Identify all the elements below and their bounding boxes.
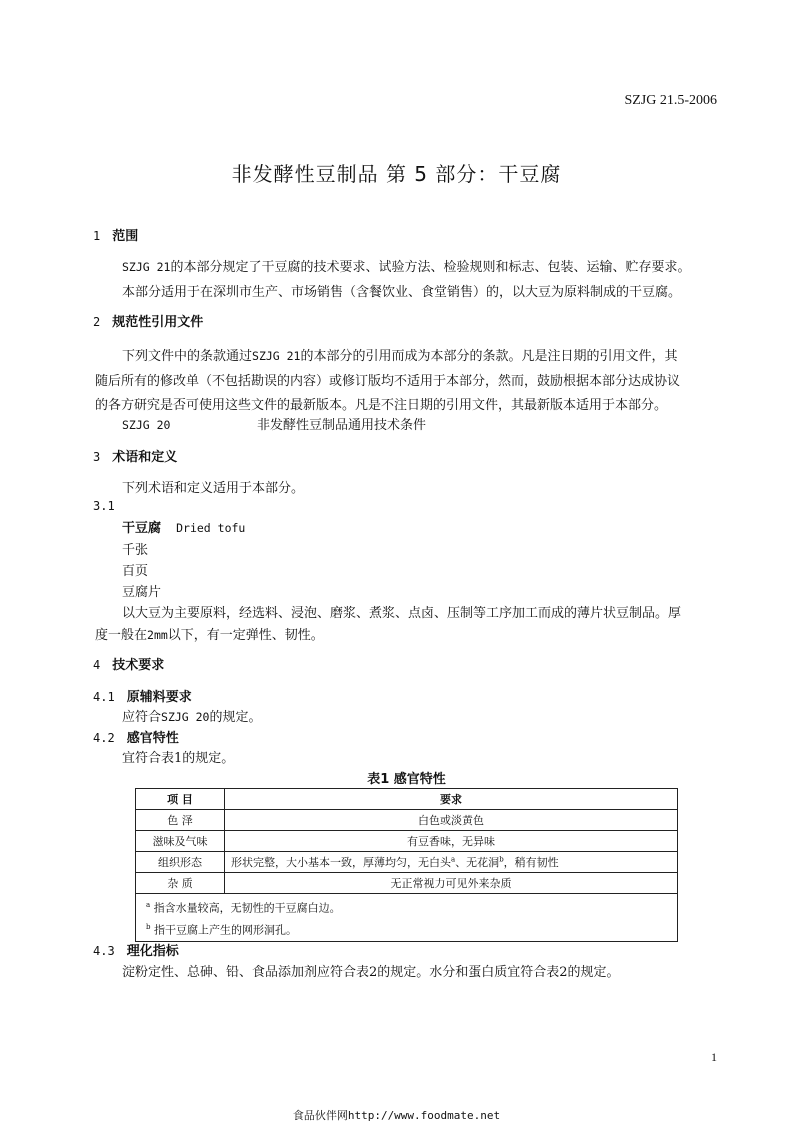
- footer-url[interactable]: http://www.foodmate.net: [347, 1109, 501, 1122]
- section-title: 范围: [112, 229, 139, 244]
- term-english: Dried tofu: [176, 521, 246, 535]
- table-row: [136, 852, 678, 873]
- sensory-table: [135, 788, 678, 942]
- table-cell-requirement: [225, 852, 678, 873]
- refs-line-3: 的各方研究是否可使用这些文件的最新版本。凡是不注日期的引用文件，其最新版本适用于本部分。: [95, 398, 668, 413]
- raw-material-requirement: [122, 706, 262, 725]
- table-note: [146, 918, 667, 940]
- text: 下列文件中的条款通过: [122, 349, 253, 364]
- footnote-mark: b: [146, 922, 151, 931]
- text: 应符合: [122, 710, 162, 725]
- note-text: 指干豆腐上产生的网形洞孔。: [153, 923, 297, 937]
- standard-ref: SZJG 21: [252, 349, 301, 363]
- document-title: 非发酵性豆制品 第 5 部分：干豆腐: [231, 162, 562, 186]
- table-cell-requirement: 有豆香味，无异味: [225, 831, 678, 852]
- text: 的本部分规定了干豆腐的技术要求、试验方法、检验规则和标志、包装、运输、贮存要求。: [170, 260, 691, 275]
- note-text: 指含水量较高，无韧性的干豆腐白边。: [153, 901, 341, 915]
- refs-line-1: [122, 345, 678, 364]
- table-cell-item: 滋味及气味: [136, 831, 225, 852]
- page-number: 1: [711, 1050, 717, 1064]
- text: 的规定。: [209, 710, 262, 725]
- section-title: 规范性引用文件: [112, 315, 204, 330]
- synonym: 百页: [122, 564, 149, 579]
- text: ，稍有韧性: [503, 856, 559, 869]
- section-title: 术语和定义: [112, 450, 178, 465]
- text: 度一般在: [95, 628, 148, 643]
- section-4-2-heading: [93, 727, 179, 746]
- section-number: 4: [93, 658, 101, 672]
- term-entry: [122, 517, 245, 536]
- footnote-mark: b: [499, 855, 504, 864]
- section-2-heading: [93, 311, 203, 330]
- column-header: 项 目: [136, 789, 225, 810]
- table-header-row: [136, 789, 678, 810]
- section-number: 4.3: [93, 944, 115, 958]
- term-name: 干豆腐: [122, 521, 162, 536]
- table-row: [136, 873, 678, 894]
- footer-site-name: 食品伙伴网: [292, 1109, 348, 1122]
- scope-paragraph-1: [122, 256, 690, 275]
- section-title: 感官特性: [126, 731, 179, 746]
- definition-line-2: [95, 624, 324, 643]
- section-title: 原辅料要求: [126, 690, 192, 705]
- text: 、无花洞: [455, 856, 500, 869]
- table-cell-item: 色 泽: [136, 810, 225, 831]
- section-number: 4.1: [93, 690, 115, 704]
- table-caption: 表1 感官特性: [367, 772, 446, 787]
- table-cell-item: 杂 质: [136, 873, 225, 894]
- refs-line-2: 随后所有的修改单（不包括勘误的内容）或修订版均不适用于本部分，然而，鼓励根据本部分达成协议: [95, 374, 681, 389]
- table-cell-requirement: 白色或淡黄色: [225, 810, 678, 831]
- section-number: 1: [93, 229, 101, 243]
- section-title: 理化指标: [126, 944, 179, 959]
- section-4-3-heading: [93, 940, 179, 959]
- section-title: 技术要求: [112, 658, 165, 673]
- reference-code: SZJG 20: [122, 418, 171, 432]
- measurement: 2mm: [147, 628, 168, 642]
- section-1-heading: [93, 225, 138, 244]
- normative-reference: [122, 414, 426, 433]
- column-header: 要求: [225, 789, 678, 810]
- section-number: 2: [93, 315, 101, 329]
- standard-ref: SZJG 20: [161, 710, 210, 724]
- section-4-heading: [93, 654, 164, 673]
- text: 以下，有一定弹性、韧性。: [167, 628, 324, 643]
- table-cell-requirement: 无正常视力可见外来杂质: [225, 873, 678, 894]
- table-note: [146, 896, 667, 918]
- physicochemical-requirement: 淀粉定性、总砷、铅、食品添加剂应符合表2的规定。水分和蛋白质宜符合表2的规定。: [122, 965, 620, 980]
- standard-ref: SZJG 21: [122, 260, 171, 274]
- table-notes-row: [136, 894, 678, 942]
- table-row: [136, 810, 678, 831]
- terms-intro: 下列术语和定义适用于本部分。: [122, 481, 305, 496]
- table-notes: [136, 894, 678, 942]
- definition-line-1: 以大豆为主要原料，经选料、浸泡、磨浆、煮浆、点卤、压制等工序加工而成的薄片状豆制品。厚: [122, 606, 682, 621]
- sensory-requirement: 宜符合表1的规定。: [122, 751, 235, 766]
- standard-code: SZJG 21.5-2006: [624, 93, 717, 108]
- footer: [0, 1107, 793, 1123]
- section-4-1-heading: [93, 686, 192, 705]
- table-row: [136, 831, 678, 852]
- synonym: 千张: [122, 543, 149, 558]
- footnote-mark: a: [451, 855, 456, 864]
- table-cell-item: 组织形态: [136, 852, 225, 873]
- footnote-mark: a: [146, 901, 151, 909]
- text: 的本部分的引用而成为本部分的条款。凡是注日期的引用文件，其: [300, 349, 678, 364]
- reference-title: 非发酵性豆制品通用技术条件: [257, 418, 427, 433]
- scope-paragraph-2: 本部分适用于在深圳市生产、市场销售（含餐饮业、食堂销售）的，以大豆为原料制成的干豆腐。: [122, 285, 682, 300]
- section-number: 3: [93, 450, 101, 464]
- section-3-heading: [93, 446, 177, 465]
- synonym: 豆腐片: [122, 585, 162, 600]
- clause-number: 3.1: [93, 499, 115, 513]
- section-number: 4.2: [93, 731, 115, 745]
- text: 形状完整，大小基本一致，厚薄均匀，无白头: [231, 856, 451, 869]
